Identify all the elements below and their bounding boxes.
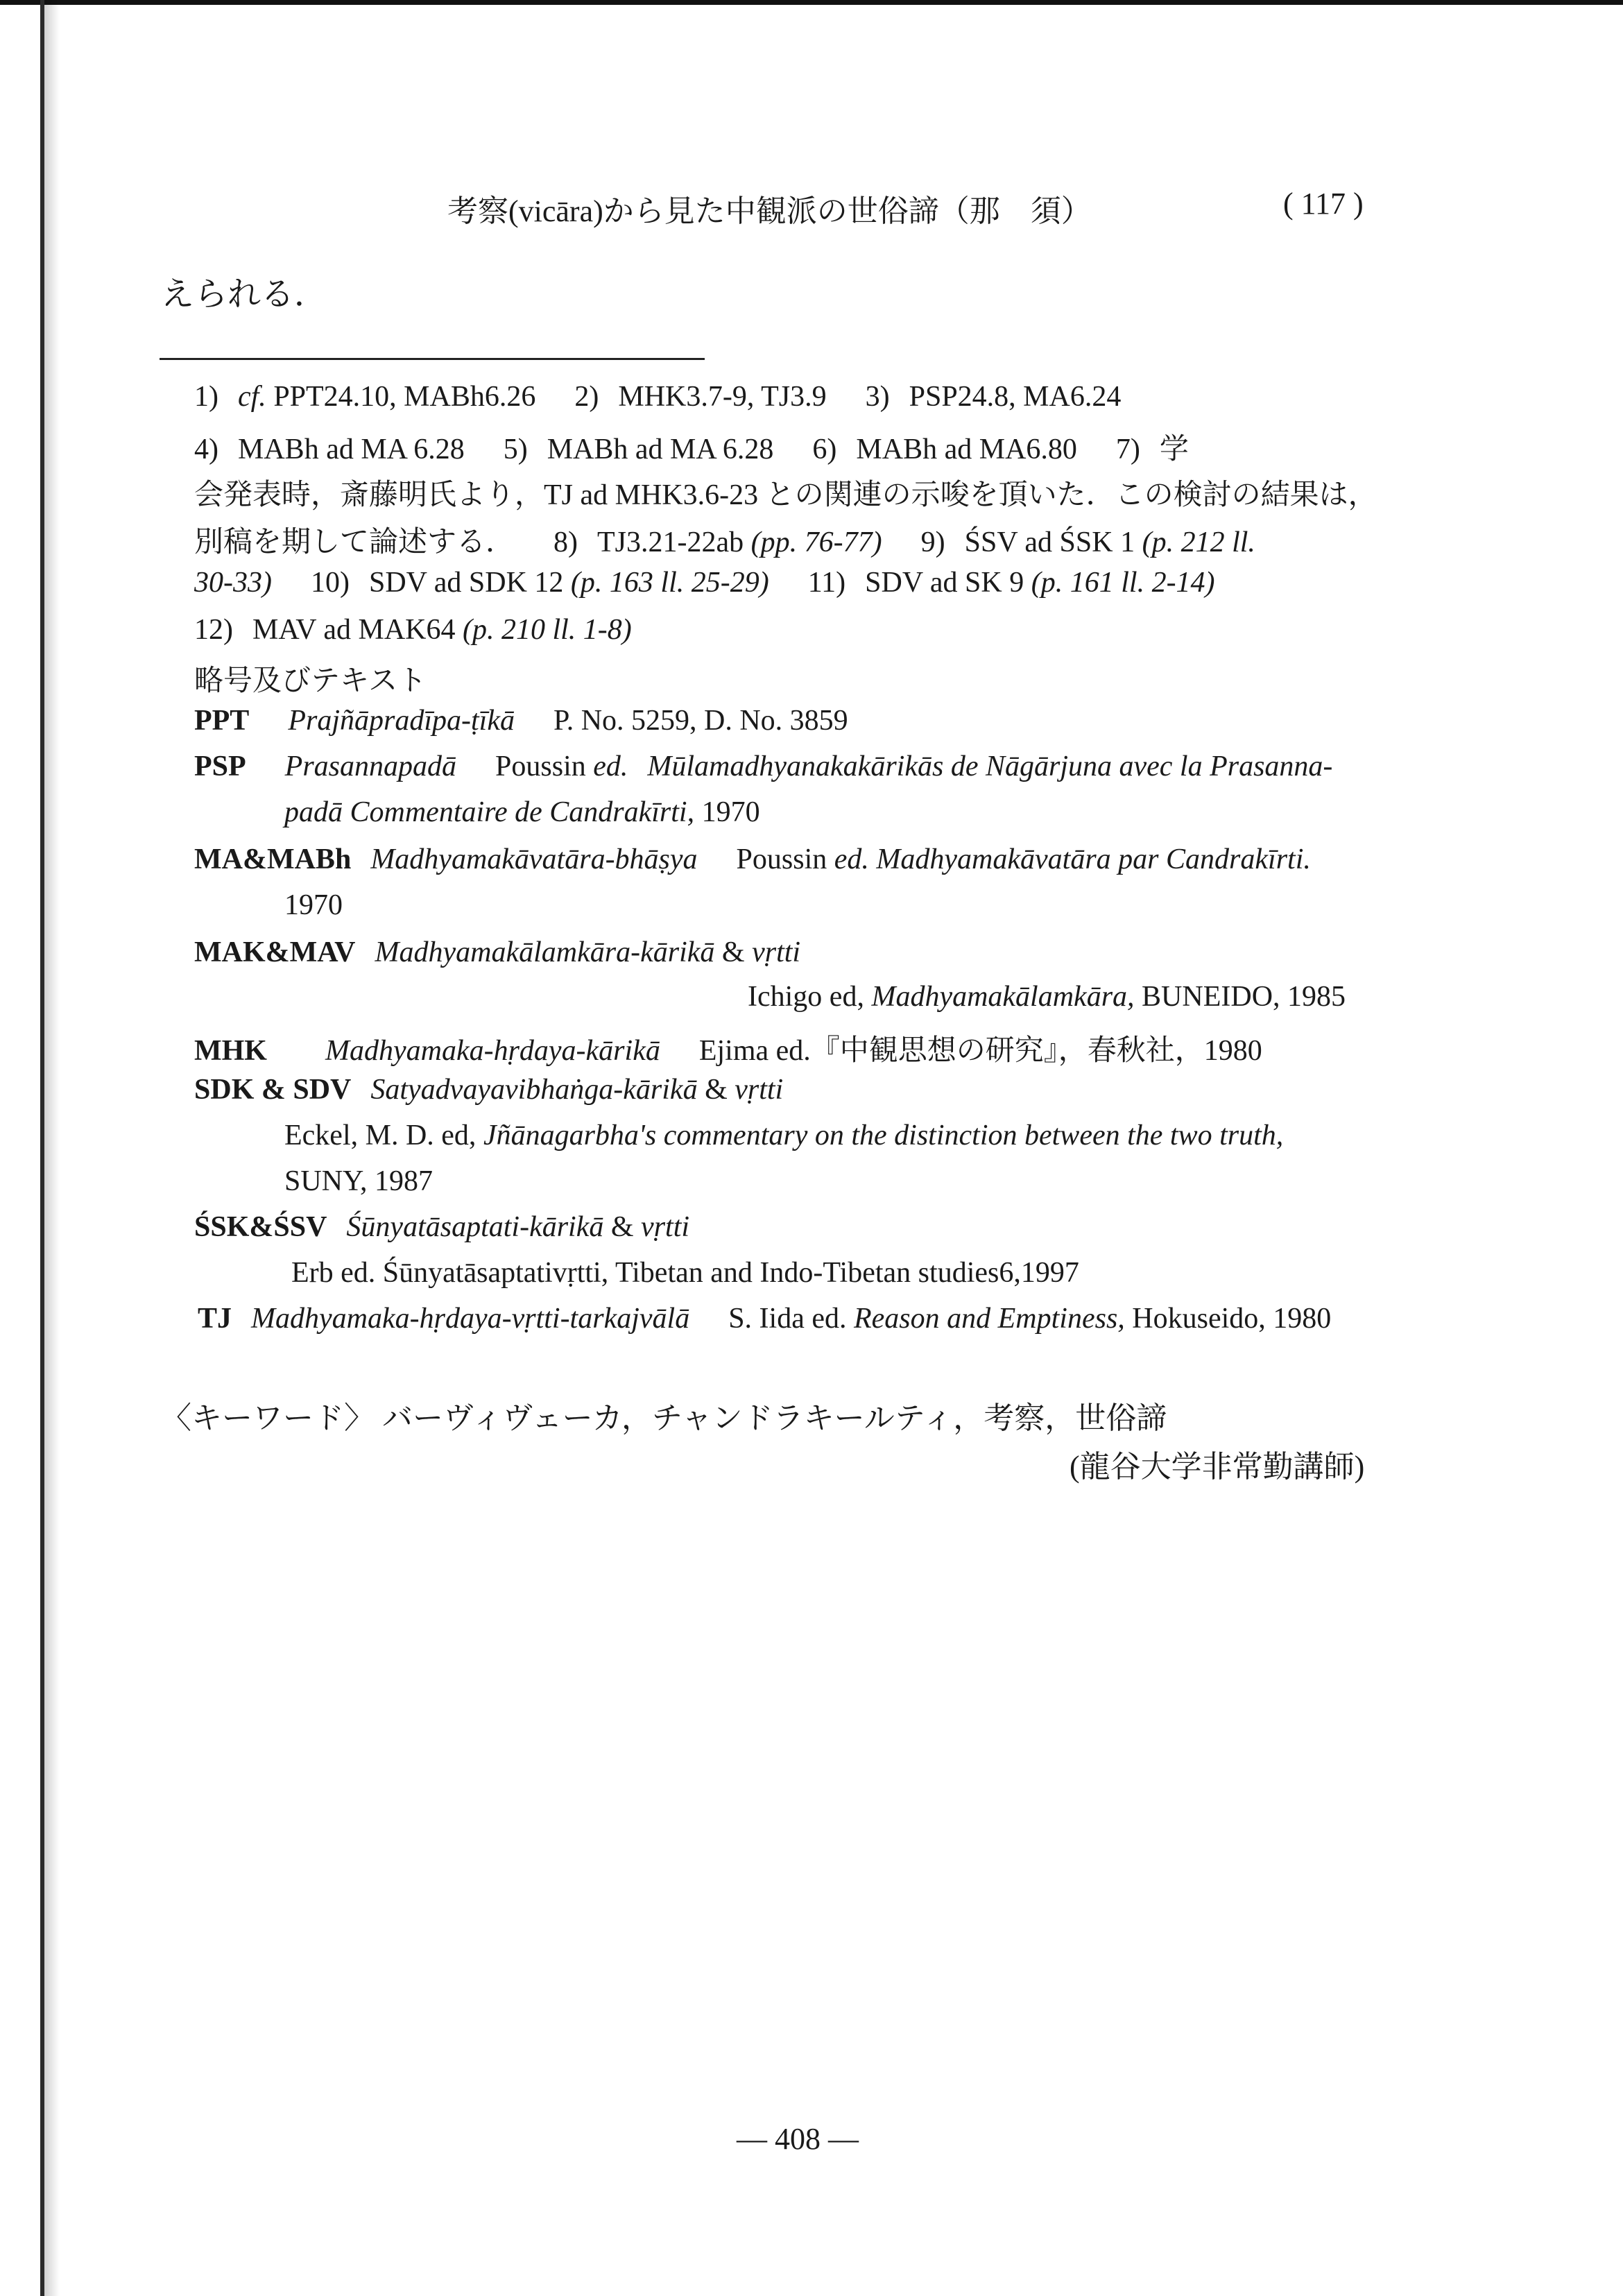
- footnote-line-5: [194, 566, 1215, 599]
- abbr-name: Śūnyatāsaptati-kārikā: [346, 1211, 604, 1243]
- abbr-editor: S. Iida ed.: [728, 1303, 847, 1335]
- abbr-entry-ma: [194, 843, 1311, 876]
- abbr-name: vṛtti: [752, 936, 801, 968]
- footnote-text: MABh ad MA6.80: [856, 434, 1077, 465]
- footnote-text: PPT24.10, MABh6.26: [266, 381, 536, 413]
- footnote-page-ref: (p. 161 ll. 2-14): [1031, 567, 1215, 599]
- abbr-title: Reason and Emptiness,: [854, 1303, 1125, 1335]
- footnote-number: 8): [553, 526, 578, 558]
- abbr-code: MHK: [194, 1035, 267, 1067]
- author-affiliation: (龍谷大学非常勤講師): [1070, 1450, 1365, 1484]
- footnote-page-ref: (p. 212 ll.: [1142, 526, 1255, 558]
- footnote-number: 5): [503, 434, 528, 465]
- footnote-rule: [160, 358, 705, 360]
- abbr-editor: Poussin: [736, 843, 827, 875]
- abbr-entry-psp-cont: [284, 796, 760, 829]
- footnote-number: 2): [574, 381, 599, 413]
- scan-top-border: [0, 0, 1623, 5]
- abbr-info: Ejima ed.『中観思想の研究』，春秋社，1980: [698, 1035, 1262, 1067]
- abbr-name: vṛtti: [735, 1074, 784, 1106]
- abbr-editor: Ichigo ed,: [748, 981, 864, 1013]
- abbr-name: Madhyamakālamkāra-kārikā: [375, 936, 715, 968]
- abbr-name: Madhyamaka-hṛdaya-kārikā: [325, 1035, 660, 1067]
- abbr-name: Prasannapadā: [284, 751, 457, 782]
- footnote-line-3: 会発表時，斎藤明氏より，TJ ad MHK3.6-23 との関連の示唆を頂いた．この検討の結果は，: [194, 479, 1377, 511]
- footnote-text: SDV ad SDK 12: [368, 567, 564, 599]
- footnote-number: 11): [807, 567, 846, 599]
- abbr-code: TJ: [198, 1303, 232, 1335]
- abbr-code: PSP: [194, 751, 246, 782]
- footnote-text: MHK3.7-9, TJ3.9: [618, 381, 827, 413]
- abbr-title: padā Commentaire de Candrakīrti,: [284, 796, 695, 828]
- abbr-publisher: BUNEIDO, 1985: [1142, 981, 1346, 1013]
- abbr-entry-mak-cont: [748, 980, 1346, 1013]
- footnote-number: 3): [865, 381, 890, 413]
- footnote-page-ref: (pp. 76-77): [750, 526, 882, 558]
- abbr-info: P. No. 5259, D. No. 3859: [553, 705, 848, 737]
- abbr-ed: ed.: [834, 843, 869, 875]
- abbr-ed: ed.: [593, 751, 628, 782]
- footnote-cf: cf.: [238, 381, 266, 413]
- running-header: 考察(vicāra)から見た中観派の世俗諦（那 須）: [447, 194, 1092, 228]
- footnote-line-4: [194, 519, 1255, 560]
- footnote-line-2: [194, 426, 1189, 468]
- abbr-name: Prajñāpradīpa-ṭīkā: [288, 705, 515, 737]
- footnote-line-6: [194, 613, 632, 646]
- footnote-text: PSP24.8, MA6.24: [909, 381, 1122, 413]
- abbr-entry-ma-year: 1970: [284, 889, 343, 921]
- header-page-number: ( 117 ): [1283, 187, 1364, 221]
- scan-left-shadow: [44, 0, 60, 2296]
- abbr-name: Satyadvayavibhaṅga-kārikā: [370, 1074, 698, 1106]
- abbr-editor: Eckel, M. D. ed,: [284, 1120, 476, 1151]
- footnote-text: 学: [1159, 434, 1189, 465]
- footnote-text: ŚSV ad ŚSK 1: [964, 526, 1135, 558]
- abbreviations-heading: 略号及びテキスト: [194, 665, 427, 697]
- abbr-entry-sdk: [194, 1073, 783, 1106]
- footnote-page-ref: (p. 210 ll. 1-8): [462, 614, 632, 646]
- footnote-number: 6): [812, 434, 837, 465]
- footer-page-number: — 408 —: [737, 2122, 859, 2156]
- abbr-title: Mūlamadhyanakakārikās de Nāgārjuna avec la Prasanna-: [647, 751, 1333, 782]
- abbr-editor: Poussin: [495, 751, 586, 782]
- footnote-number: 10): [310, 567, 350, 599]
- footnote-number: 1): [194, 381, 218, 413]
- abbr-entry-sdk-cont: [284, 1119, 1283, 1152]
- abbr-title: Madhyamakāvatāra par Candrakīrti.: [876, 843, 1311, 875]
- intro-text: えられる．: [161, 276, 328, 313]
- abbr-entry-mhk: [194, 1027, 1262, 1069]
- abbr-entry-mak: [194, 936, 800, 969]
- footnote-page-ref: (p. 163 ll. 25-29): [570, 567, 769, 599]
- footnote-number: 9): [920, 526, 945, 558]
- abbr-code: PPT: [194, 705, 250, 737]
- abbr-entry-tj: [198, 1302, 1331, 1335]
- abbr-publisher: Hokuseido, 1980: [1132, 1303, 1332, 1335]
- footnote-text: SDV ad SK 9: [865, 567, 1024, 599]
- abbr-code: ŚSK&ŚSV: [194, 1211, 327, 1243]
- abbr-entry-psp: [194, 750, 1332, 783]
- footnote-text: MAV ad MAK64: [252, 614, 456, 646]
- footnote-line-1: [194, 380, 1121, 413]
- footnote-number: 12): [194, 614, 233, 646]
- abbr-code: MA&MABh: [194, 843, 352, 875]
- footnote-text: MABh ad MA 6.28: [238, 434, 465, 465]
- footnote-text: 別稿を期して論述する．: [194, 526, 515, 558]
- footnote-page-ref: 30-33): [194, 567, 272, 599]
- abbr-title: Jñānagarbha's commentary on the distinction between the two truth,: [483, 1120, 1284, 1151]
- abbr-amp: &: [697, 1074, 735, 1106]
- abbr-amp: &: [603, 1211, 642, 1243]
- abbr-name: Madhyamakāvatāra-bhāṣya: [370, 843, 698, 875]
- abbr-year: 1970: [701, 796, 760, 828]
- abbr-code: MAK&MAV: [194, 936, 356, 968]
- footnote-number: 7): [1115, 434, 1140, 465]
- abbr-name: Madhyamaka-hṛdaya-vṛtti-tarkajvālā: [251, 1303, 690, 1335]
- abbr-name: vṛtti: [641, 1211, 690, 1243]
- abbr-entry-sdk-pub: SUNY, 1987: [284, 1165, 433, 1197]
- abbr-amp: &: [714, 936, 753, 968]
- abbr-entry-ssk: [194, 1210, 689, 1244]
- footnote-text: TJ3.21-22ab: [597, 526, 744, 558]
- abbr-entry-ppt: [194, 704, 848, 737]
- abbr-code: SDK & SDV: [194, 1074, 352, 1106]
- abbr-title: Madhyamakālamkāra,: [871, 981, 1135, 1013]
- footnote-number: 4): [194, 434, 218, 465]
- keywords-line: 〈キーワード〉 バーヴィヴェーカ，チャンドラキールティ，考察，世俗諦: [161, 1401, 1167, 1435]
- abbr-entry-ssk-cont: Erb ed. Śūnyatāsaptativṛtti, Tibetan and Indo-Tibetan studies6,1997: [291, 1257, 1079, 1289]
- footnote-text: MABh ad MA 6.28: [547, 434, 774, 465]
